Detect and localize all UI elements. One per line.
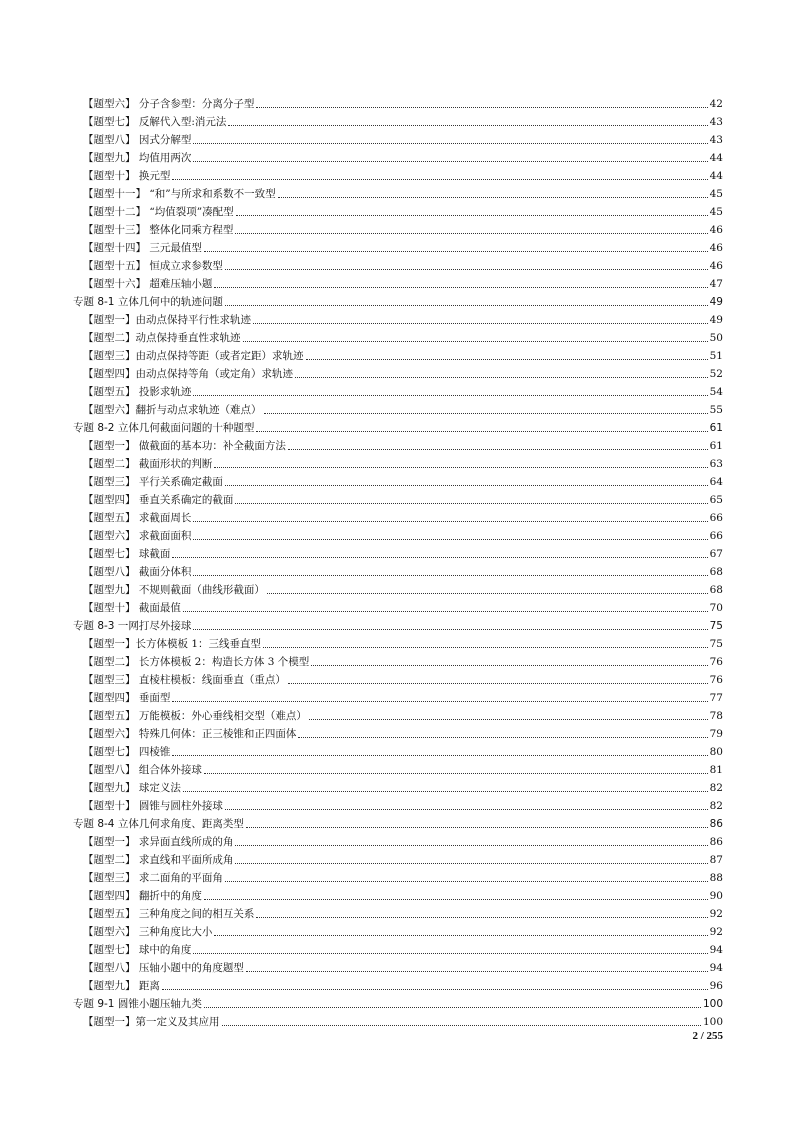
dot-leader	[204, 250, 708, 252]
toc-entry-label: 【题型六】 分子含参型：分离分子型	[83, 98, 255, 110]
toc-entry[interactable]	[73, 921, 723, 939]
toc-page-number: 92	[709, 908, 723, 920]
toc-page-number: 75	[709, 638, 723, 650]
toc-page-number: 66	[709, 512, 723, 524]
toc-page-number: 100	[702, 998, 723, 1010]
toc-entry[interactable]	[73, 849, 723, 867]
dot-leader	[162, 988, 708, 990]
toc-entry[interactable]	[73, 939, 723, 957]
toc-entry-label: 【题型七】 反解代入型:消元法	[83, 116, 227, 128]
toc-entry[interactable]	[73, 237, 723, 255]
toc-page-number: 80	[709, 746, 723, 758]
toc-entry-label: 【题型十六】 超难压轴小题	[83, 278, 213, 290]
toc-section-entry[interactable]	[73, 417, 723, 435]
toc-page-number: 45	[709, 188, 723, 200]
dot-leader	[214, 934, 707, 936]
toc-section-entry[interactable]	[73, 813, 723, 831]
toc-entry[interactable]	[73, 975, 723, 993]
toc-page-number: 67	[709, 548, 723, 560]
toc-entry-label: 【题型十五】 恒成立求参数型	[83, 260, 223, 272]
toc-entry-label: 【题型十二】 “均值裂项”凑配型	[83, 206, 234, 218]
dot-leader	[204, 898, 708, 900]
toc-entry[interactable]	[73, 795, 723, 813]
toc-entry-label: 【题型六】 特殊几何体：正三棱锥和正四面体	[83, 728, 297, 740]
dot-leader	[235, 862, 707, 864]
toc-entry[interactable]	[73, 201, 723, 219]
toc-entry[interactable]	[73, 525, 723, 543]
toc-page-number: 75	[709, 620, 723, 632]
toc-page-number: 90	[709, 890, 723, 902]
toc-entry-label: 【题型三】 直棱柱模板：线面垂直（重点）	[83, 674, 286, 686]
toc-entry[interactable]	[73, 543, 723, 561]
toc-entry[interactable]	[73, 93, 723, 111]
toc-entry[interactable]	[73, 435, 723, 453]
dot-leader	[267, 592, 708, 594]
toc-page-number: 61	[709, 422, 723, 434]
toc-entry[interactable]	[73, 453, 723, 471]
toc-entry[interactable]	[73, 957, 723, 975]
toc-entry[interactable]	[73, 345, 723, 363]
dot-leader	[243, 340, 708, 342]
dot-leader	[214, 466, 707, 468]
dot-leader	[295, 376, 708, 378]
toc-entry-label: 【题型九】 均值用两次	[83, 152, 192, 164]
toc-entry[interactable]	[73, 399, 723, 417]
toc-entry-label: 【题型九】 不规则截面（曲线形截面）	[83, 584, 265, 596]
dot-leader	[311, 664, 707, 666]
toc-entry[interactable]	[73, 561, 723, 579]
dot-leader	[193, 394, 707, 396]
dot-leader	[225, 484, 708, 486]
toc-page-number: 86	[709, 818, 723, 830]
toc-page-number: 68	[709, 584, 723, 596]
dot-leader	[263, 646, 708, 648]
toc-page-number: 54	[709, 386, 723, 398]
toc-entry-label: 【题型九】 距离	[83, 980, 160, 992]
toc-entry[interactable]	[73, 489, 723, 507]
toc-entry[interactable]	[73, 183, 723, 201]
toc-page-number: 52	[709, 368, 723, 380]
toc-entry-label: 【题型七】 四棱锥	[83, 746, 171, 758]
toc-entry[interactable]	[73, 1011, 723, 1029]
toc-page-number: 64	[709, 476, 723, 488]
dot-leader	[193, 628, 707, 630]
toc-entry-label: 专题 8-1 立体几何中的轨迹问题	[73, 296, 223, 308]
toc-entry-label: 【题型十一】 “和”与所求和系数不一致型	[83, 188, 276, 200]
toc-entry-label: 【题型五】 万能模板：外心垂线相交型（难点）	[83, 710, 307, 722]
toc-entry[interactable]	[73, 219, 723, 237]
toc-entry[interactable]	[73, 507, 723, 525]
toc-entry-label: 专题 8-3 一网打尽外接球	[73, 620, 192, 632]
toc-entry-label: 【题型二】动点保持垂直性求轨迹	[83, 332, 241, 344]
toc-entry-label: 【题型五】 求截面周长	[83, 512, 192, 524]
toc-page-number: 44	[709, 152, 723, 164]
toc-entry-label: 【题型二】 截面形状的判断	[83, 458, 213, 470]
dot-leader	[236, 214, 708, 216]
toc-entry-label: 【题型六】 三种角度比大小	[83, 926, 213, 938]
toc-entry[interactable]	[73, 147, 723, 165]
toc-entry-label: 【题型二】 长方体模板 2：构造长方体 3 个模型	[83, 656, 310, 668]
dot-leader	[298, 736, 707, 738]
toc-page-number: 61	[709, 440, 723, 452]
toc-entry-label: 【题型五】 投影求轨迹	[83, 386, 192, 398]
toc-page-number: 82	[709, 782, 723, 794]
toc-entry-label: 专题 9-1 圆锥小题压轴九类	[73, 998, 202, 1010]
toc-entry[interactable]	[73, 597, 723, 615]
dot-leader	[204, 772, 708, 774]
toc-page-number: 47	[709, 278, 723, 290]
dot-leader	[264, 412, 708, 414]
toc-entry-label: 【题型一】长方体模板 1：三线垂直型	[83, 638, 262, 650]
dot-leader	[193, 520, 707, 522]
toc-page-number: 65	[709, 494, 723, 506]
toc-page-number: 43	[709, 116, 723, 128]
dot-leader	[253, 322, 708, 324]
toc-entry-label: 【题型六】 求截面面积	[83, 530, 192, 542]
toc-page-number: 51	[709, 350, 723, 362]
toc-page-number: 94	[709, 944, 723, 956]
toc-page-number: 88	[709, 872, 723, 884]
toc-page-number: 63	[709, 458, 723, 470]
toc-page-number: 46	[709, 260, 723, 272]
toc-entry[interactable]	[73, 705, 723, 723]
dot-leader	[193, 160, 707, 162]
toc-entry[interactable]	[73, 777, 723, 795]
toc-entry-label: 【题型十】 圆锥与圆柱外接球	[83, 800, 223, 812]
toc-entry[interactable]	[73, 363, 723, 381]
toc-entry[interactable]	[73, 633, 723, 651]
toc-entry-label: 【题型八】 压轴小题中的角度题型	[83, 962, 244, 974]
toc-entry-label: 【题型十】 换元型	[83, 170, 171, 182]
toc-entry-label: 【题型八】 因式分解型	[83, 134, 192, 146]
toc-page-number: 70	[709, 602, 723, 614]
toc-entry[interactable]	[73, 831, 723, 849]
dot-leader	[172, 754, 707, 756]
dot-leader	[235, 502, 707, 504]
dot-leader	[222, 1024, 701, 1026]
dot-leader	[183, 610, 708, 612]
toc-page-number: 50	[709, 332, 723, 344]
toc-page-number: 46	[709, 242, 723, 254]
toc-section-entry[interactable]	[73, 291, 723, 309]
toc-entry[interactable]	[73, 903, 723, 921]
toc-entry-label: 【题型三】由动点保持等距（或者定距）求轨迹	[83, 350, 304, 362]
dot-leader	[256, 106, 707, 108]
toc-page-number: 100	[702, 1016, 723, 1028]
dot-leader	[235, 232, 707, 234]
dot-leader	[172, 700, 707, 702]
dot-leader	[214, 286, 707, 288]
dot-leader	[193, 952, 707, 954]
dot-leader	[172, 556, 707, 558]
toc-page-number: 49	[709, 296, 723, 308]
toc-page-number: 44	[709, 170, 723, 182]
toc-page-number: 79	[709, 728, 723, 740]
toc-entry-label: 【题型一】第一定义及其应用	[83, 1016, 220, 1028]
toc-entry-label: 【题型一】 做截面的基本功：补全截面方法	[83, 440, 286, 452]
dot-leader	[288, 448, 708, 450]
toc-entry-label: 【题型四】 翻折中的角度	[83, 890, 202, 902]
toc-entry-label: 【题型八】 组合体外接球	[83, 764, 202, 776]
toc-page-number: 76	[709, 674, 723, 686]
toc-entry[interactable]	[73, 129, 723, 147]
dot-leader	[288, 682, 708, 684]
dot-leader	[172, 178, 707, 180]
dot-leader	[183, 790, 708, 792]
toc-section-entry[interactable]	[73, 993, 723, 1011]
toc-entry[interactable]	[73, 651, 723, 669]
toc-page-number: 43	[709, 134, 723, 146]
toc-entry[interactable]	[73, 885, 723, 903]
dot-leader	[193, 142, 707, 144]
toc-entry[interactable]	[73, 273, 723, 291]
toc-entry[interactable]	[73, 687, 723, 705]
toc-entry-label: 【题型五】 三种角度之间的相互关系	[83, 908, 255, 920]
toc-entry[interactable]	[73, 381, 723, 399]
toc-page-number: 92	[709, 926, 723, 938]
toc-entry[interactable]	[73, 471, 723, 489]
toc-page-number: 94	[709, 962, 723, 974]
toc-page-number: 96	[709, 980, 723, 992]
toc-page-number: 77	[709, 692, 723, 704]
dot-leader	[225, 304, 708, 306]
toc-entry-label: 【题型三】 求二面角的平面角	[83, 872, 223, 884]
dot-leader	[246, 826, 708, 828]
toc-entry-label: 专题 8-2 立体几何截面问题的十种题型	[73, 422, 255, 434]
toc-entry-label: 【题型一】由动点保持平行性求轨迹	[83, 314, 251, 326]
toc-entry[interactable]	[73, 579, 723, 597]
toc-page-number: 86	[709, 836, 723, 848]
toc-entry-label: 【题型三】 平行关系确定截面	[83, 476, 223, 488]
dot-leader	[193, 538, 707, 540]
toc-entry[interactable]	[73, 255, 723, 273]
dot-leader	[204, 1006, 701, 1008]
dot-leader	[225, 268, 708, 270]
dot-leader	[225, 880, 708, 882]
toc-section-entry[interactable]	[73, 615, 723, 633]
toc-entry[interactable]	[73, 759, 723, 777]
toc-page-number: 49	[709, 314, 723, 326]
toc-page-number: 45	[709, 206, 723, 218]
toc-entry[interactable]	[73, 165, 723, 183]
toc-entry-label: 【题型六】翻折与动点求轨迹（难点）	[83, 404, 262, 416]
dot-leader	[256, 430, 707, 432]
toc-page-number: 82	[709, 800, 723, 812]
toc-entry-label: 专题 8-4 立体几何求角度、距离类型	[73, 818, 244, 830]
toc-page-number: 76	[709, 656, 723, 668]
toc-entry-label: 【题型四】 垂直关系确定的截面	[83, 494, 234, 506]
toc-page-number: 87	[709, 854, 723, 866]
page-indicator: 2 / 255	[692, 1030, 723, 1042]
toc-page-number: 55	[709, 404, 723, 416]
toc-entry[interactable]	[73, 669, 723, 687]
toc-entry-label: 【题型七】 球截面	[83, 548, 171, 560]
dot-leader	[309, 718, 708, 720]
toc-page-number: 81	[709, 764, 723, 776]
toc-page-number: 68	[709, 566, 723, 578]
toc-entry-label: 【题型七】 球中的角度	[83, 944, 192, 956]
toc-entry-label: 【题型十】 截面最值	[83, 602, 181, 614]
dot-leader	[246, 970, 708, 972]
toc-entry-label: 【题型二】 求直线和平面所成角	[83, 854, 234, 866]
toc-entry[interactable]	[73, 327, 723, 345]
dot-leader	[225, 808, 708, 810]
toc-page-number: 46	[709, 224, 723, 236]
toc-entry[interactable]	[73, 867, 723, 885]
dot-leader	[193, 574, 707, 576]
toc-entry[interactable]	[73, 111, 723, 129]
dot-leader	[235, 844, 707, 846]
dot-leader	[228, 124, 707, 126]
toc-entry[interactable]	[73, 309, 723, 327]
toc-entry-label: 【题型四】由动点保持等角（或定角）求轨迹	[83, 368, 293, 380]
dot-leader	[256, 916, 707, 918]
toc-entry-label: 【题型十四】 三元最值型	[83, 242, 202, 254]
toc-entry[interactable]	[73, 723, 723, 741]
table-of-contents	[73, 93, 723, 1029]
toc-entry-label: 【题型一】 求异面直线所成的角	[83, 836, 234, 848]
toc-page-number: 66	[709, 530, 723, 542]
toc-page-number: 42	[709, 98, 723, 110]
dot-leader	[306, 358, 708, 360]
toc-entry-label: 【题型八】 截面分体积	[83, 566, 192, 578]
dot-leader	[278, 196, 708, 198]
toc-entry-label: 【题型四】 垂面型	[83, 692, 171, 704]
toc-page-number: 78	[709, 710, 723, 722]
toc-entry-label: 【题型九】 球定义法	[83, 782, 181, 794]
toc-entry[interactable]	[73, 741, 723, 759]
toc-entry-label: 【题型十三】 整体化同乘方程型	[83, 224, 234, 236]
